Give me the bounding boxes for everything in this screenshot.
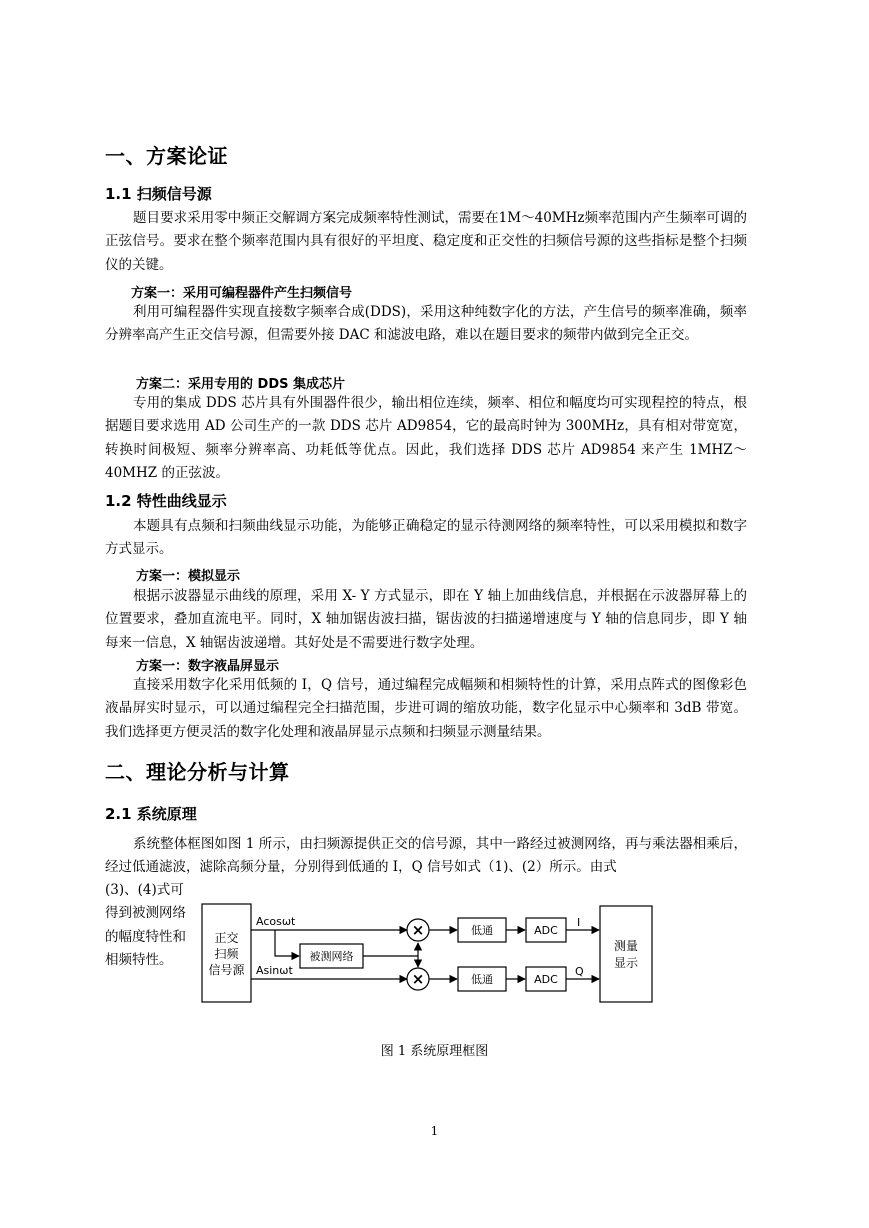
source-label-1: 正交 xyxy=(214,931,239,945)
lpf-top-block xyxy=(458,918,506,942)
adc-top-label: ADC xyxy=(534,924,558,937)
sin-signal-label: Asinωt xyxy=(256,964,293,977)
source-label-2: 扫频 xyxy=(214,947,239,961)
display-label-2: 显示 xyxy=(613,956,639,970)
network-input-line xyxy=(275,930,299,956)
cos-signal-label: Acosωt xyxy=(256,915,296,928)
lpf-top-label: 低通 xyxy=(471,924,493,937)
display-block xyxy=(600,906,652,1002)
q-signal-label: Q xyxy=(575,965,584,978)
subsection-2-1-title: 2.1 系统原理 xyxy=(105,805,197,823)
adc-bottom-block xyxy=(526,967,566,991)
adc-bottom-label: ADC xyxy=(534,973,558,986)
mixer-top-symbol: × xyxy=(411,921,425,939)
mixer-top xyxy=(407,919,429,941)
lpf-bottom-block xyxy=(458,967,506,991)
i-signal-label: I xyxy=(577,916,581,929)
figure-caption: 图 1 系统原理框图 xyxy=(380,1044,489,1059)
plan-1-2-a-title: 方案一：模拟显示 xyxy=(136,569,241,584)
paragraph-1-2-intro: 本题具有点频和扫频曲线显示功能，为能够正确稳定的显示待测网络的频率特性，可以采用模拟和数字方式显示。 xyxy=(105,518,747,558)
paragraph-1-2-plan-a: 根据示波器显示曲线的原理，采用 X- Y 方式显示，即在 Y 轴上加曲线信息，并根据在示波器屏幕上的位置要求，叠加直流电平。同时，X 轴加锯齿波扫描，锯齿波的扫描递增速度与 Y 轴的信息同步，即 Y 轴每来一信息，X 轴锯齿波递增。其好处是不需要进行数字处理。 xyxy=(105,588,747,651)
source-label-3: 信号源 xyxy=(208,963,245,977)
paragraph-1-2-plan-b: 直接采用数字化采用低频的 I，Q 信号，通过编程完成幅频和相频特性的计算，采用点阵式的图像彩色液晶屏实时显示，可以通过编程完全扫描范围，步进可调的缩放功能，数字化显示中心频率和 3dB 带宽。我们选择更方便灵活的数字化处理和液晶屏显示点频和扫频显示测量结果。 xyxy=(105,677,747,740)
source-block xyxy=(202,904,251,1002)
page-number: 1 xyxy=(430,1124,439,1138)
plan-1-1-a-title: 方案一：采用可编程器件产生扫频信号 xyxy=(131,286,353,301)
paragraph-1-1-intro: 题目要求采用零中频正交解调方案完成频率特性测试，需要在1M～40MHz频率范围内产生频率可调的正弦信号。要求在整个频率范围内具有很好的平坦度、稳定度和正交性的扫频信号源的这些指标是整个扫频仪的关键。 xyxy=(105,210,747,273)
subsection-1-2-title: 1.2 特性曲线显示 xyxy=(105,492,227,510)
paragraph-1-1-plan-a: 利用可编程器件实现直接数字频率合成(DDS)，采用这种纯数字化的方法，产生信号的频率准确，频率分辨率高产生正交信号源，但需要外接 DAC 和滤波电路，难以在题目要求的频带内做到完全正交。 xyxy=(105,304,747,344)
lpf-bottom-label: 低通 xyxy=(471,973,493,986)
plan-1-1-b-title: 方案二：采用专用的 DDS 集成芯片 xyxy=(136,377,345,392)
system-block-diagram xyxy=(195,898,665,1010)
network-block xyxy=(300,944,363,968)
paragraph-2-1: 系统整体框图如图 1 所示，由扫频源提供正交的信号源，其中一路经过被测网络，再与乘法器相乘后，经过低通滤波，滤除高频分量，分别得到低通的 I，Q 信号如式（1)、(2）所示。由式 xyxy=(105,836,747,876)
subsection-1-1-title: 1.1 扫频信号源 xyxy=(105,185,212,203)
adc-top-block xyxy=(526,918,566,942)
mixer-bottom xyxy=(407,968,429,990)
plan-1-2-b-title: 方案一：数字液晶屏显示 xyxy=(136,659,280,674)
section-2-title: 二、理论分析与计算 xyxy=(105,760,290,784)
display-label-1: 测量 xyxy=(613,939,639,953)
paragraph-2-1-side: (3)、(4)式可得到被测网络的幅度特性和相频特性。 xyxy=(105,882,186,969)
network-label: 被测网络 xyxy=(309,950,354,963)
mixer-bottom-symbol: × xyxy=(411,970,425,988)
section-1-title: 一、方案论证 xyxy=(105,144,228,168)
paragraph-1-1-plan-b: 专用的集成 DDS 芯片具有外围器件很少，输出相位连续，频率、相位和幅度均可实现程控的特点，根据题目要求选用 AD 公司生产的一款 DDS 芯片 AD9854，它的最高时钟为 300MHz，具有相对带宽宽，转换时间极短、频率分辨率高、功耗低等优点。因此，我们选择 DDS 芯片 AD9854 来产生 1MHZ～40MHZ 的正弦波。 xyxy=(105,395,747,482)
